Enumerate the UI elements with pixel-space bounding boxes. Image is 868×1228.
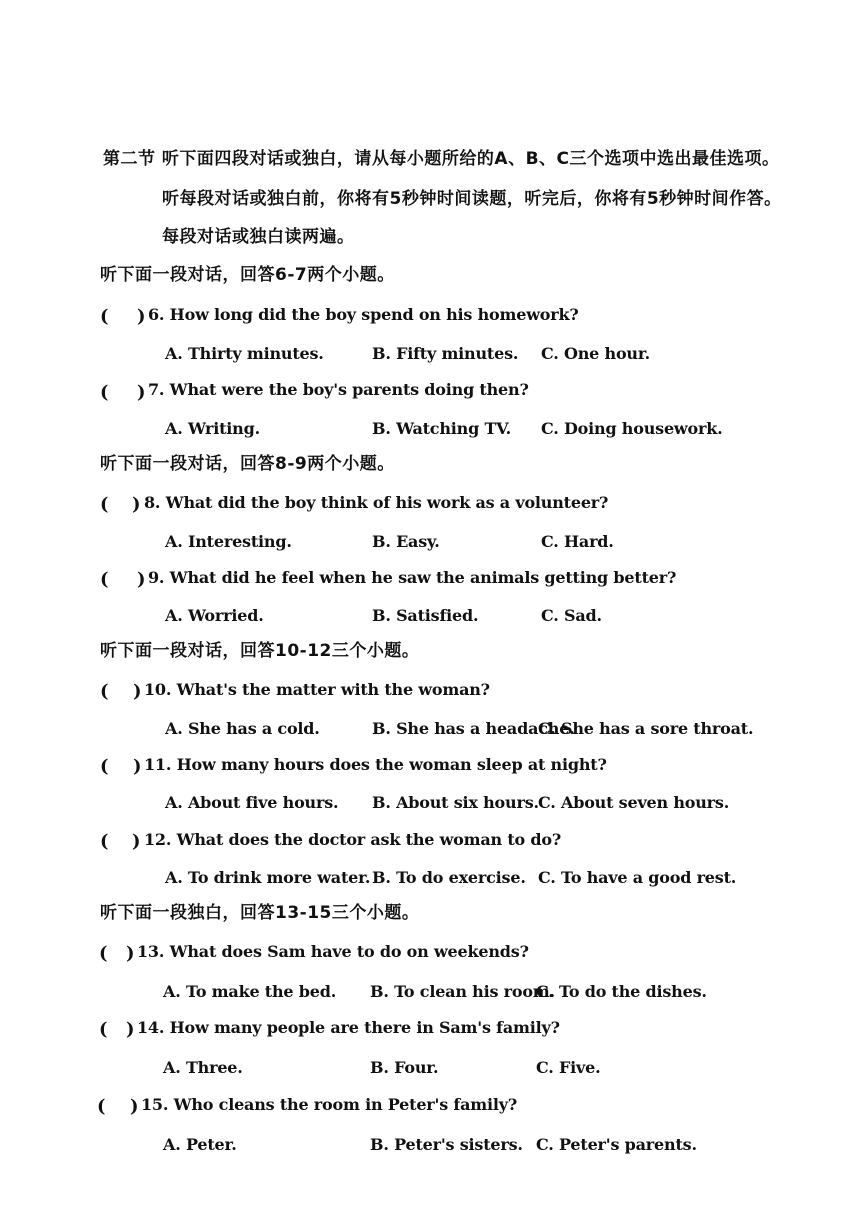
answer-blank-close: ) [137, 569, 146, 590]
question-12: 12. What does the doctor ask the woman to do? [144, 830, 562, 849]
answer-blank-close: ) [132, 831, 141, 852]
answer-blank-open: ( [100, 756, 109, 777]
question-11-option-c: C. About seven hours. [538, 793, 730, 812]
question-10-option-b: B. She has a headache. [372, 719, 575, 738]
answer-blank-close: ) [137, 382, 146, 403]
answer-blank-close: ) [132, 494, 141, 515]
question-7-option-b: B. Watching TV. [372, 419, 511, 438]
answer-blank-open: ( [100, 569, 109, 590]
group-heading-8-9: 听下面一段对话，回答8-9两个小题。 [100, 454, 395, 474]
question-11-option-a: A. About five hours. [165, 793, 339, 812]
question-11: 11. How many hours does the woman sleep at night? [144, 755, 607, 774]
question-13-option-b: B. To clean his room. [370, 982, 555, 1001]
answer-blank-open: ( [99, 1019, 108, 1040]
question-13: 13. What does Sam have to do on weekends? [137, 942, 529, 961]
question-8-option-c: C. Hard. [541, 532, 614, 551]
answer-blank-open: ( [100, 681, 109, 702]
question-14-option-a: A. Three. [163, 1058, 243, 1077]
answer-blank-open: ( [100, 382, 109, 403]
answer-blank-open: ( [100, 306, 109, 327]
section-instruction-repeat: 每段对话或独白读两遍。 [162, 227, 355, 247]
answer-blank-close: ) [130, 1096, 139, 1117]
answer-blank-close: ) [133, 756, 142, 777]
answer-blank-close: ) [137, 306, 146, 327]
question-9-option-a: A. Worried. [165, 606, 264, 625]
question-11-option-b: B. About six hours. [372, 793, 539, 812]
question-6: 6. How long did the boy spend on his homework? [148, 305, 579, 324]
group-heading-6-7: 听下面一段对话，回答6-7两个小题。 [100, 265, 395, 285]
question-14: 14. How many people are there in Sam's family? [137, 1018, 560, 1037]
question-14-option-b: B. Four. [370, 1058, 439, 1077]
question-12-option-b: B. To do exercise. [372, 868, 526, 887]
question-7-option-c: C. Doing housework. [541, 419, 723, 438]
question-8: 8. What did the boy think of his work as a volunteer? [144, 493, 609, 512]
answer-blank-close: ) [126, 1019, 135, 1040]
section-instruction-time: 听每段对话或独白前，你将有5秒钟时间读题，听完后，你将有5秒钟时间作答。 [162, 189, 782, 209]
question-10-option-a: A. She has a cold. [165, 719, 320, 738]
question-6-option-b: B. Fifty minutes. [372, 344, 519, 363]
question-14-option-c: C. Five. [536, 1058, 601, 1077]
question-8-option-b: B. Easy. [372, 532, 440, 551]
answer-blank-open: ( [100, 494, 109, 515]
question-7-option-a: A. Writing. [165, 419, 260, 438]
answer-blank-open: ( [100, 831, 109, 852]
question-6-option-c: C. One hour. [541, 344, 650, 363]
question-12-option-c: C. To have a good rest. [538, 868, 737, 887]
group-heading-13-15: 听下面一段独白，回答13-15三个小题。 [100, 903, 420, 923]
answer-blank-open: ( [97, 1096, 106, 1117]
question-9: 9. What did he feel when he saw the animals getting better? [148, 568, 677, 587]
question-9-option-c: C. Sad. [541, 606, 602, 625]
question-15: 15. Who cleans the room in Peter's family? [141, 1095, 518, 1114]
question-7: 7. What were the boy's parents doing then? [148, 380, 529, 399]
question-13-option-c: C. To do the dishes. [536, 982, 707, 1001]
question-12-option-a: A. To drink more water. [165, 868, 371, 887]
answer-blank-close: ) [126, 943, 135, 964]
question-15-option-b: B. Peter's sisters. [370, 1135, 523, 1154]
question-15-option-c: C. Peter's parents. [536, 1135, 697, 1154]
question-13-option-a: A. To make the bed. [163, 982, 337, 1001]
answer-blank-close: ) [133, 681, 142, 702]
question-10-option-c: C. She has a sore throat. [538, 719, 754, 738]
question-9-option-b: B. Satisfied. [372, 606, 479, 625]
section-title: 第二节 听下面四段对话或独白，请从每小题所给的A、B、C三个选项中选出最佳选项。 [103, 149, 780, 169]
answer-blank-open: ( [99, 943, 108, 964]
group-heading-10-12: 听下面一段对话，回答10-12三个小题。 [100, 641, 420, 661]
question-10: 10. What's the matter with the woman? [144, 680, 490, 699]
question-15-option-a: A. Peter. [163, 1135, 237, 1154]
question-6-option-a: A. Thirty minutes. [165, 344, 324, 363]
question-8-option-a: A. Interesting. [165, 532, 292, 551]
